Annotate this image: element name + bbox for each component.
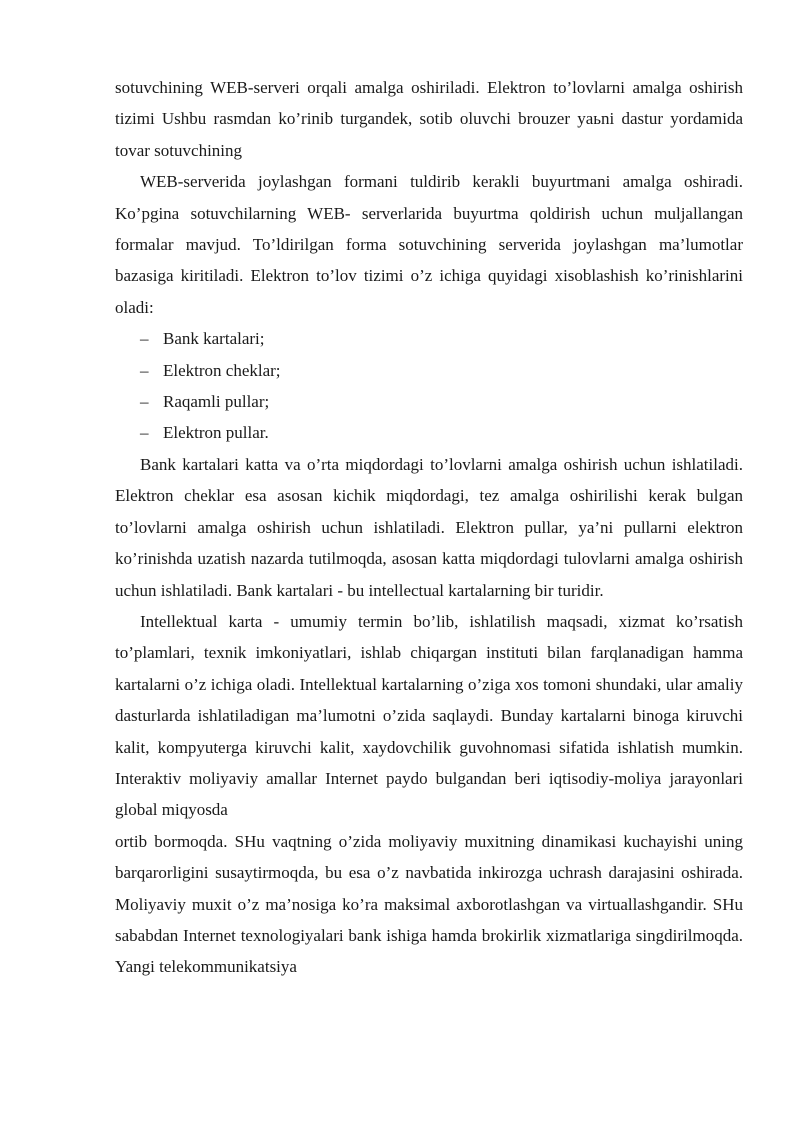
list-bullet: – xyxy=(140,392,149,412)
list-item-label: Elektron cheklar; xyxy=(163,360,281,380)
paragraph-1: sotuvchining WEB-serveri orqali amalga oshiriladi. Elektron to’lovlarni amalga oshirish tizimi Ushbu rasmdan ko’rinib turgandek, sotib oluvchi brouzer yaьni dastur yordamida tovar sotuvchining xyxy=(115,78,743,160)
list-bullet: – xyxy=(140,329,149,349)
list-item xyxy=(115,386,743,417)
list-item-label: Raqamli pullar; xyxy=(163,392,270,412)
list-bullet: – xyxy=(140,360,149,380)
body-text xyxy=(115,72,743,983)
paragraph-4: Intellektual karta - umumiy termin bo’lib, ishlatilish maqsadi, xizmat ko’rsatish to’plamlari, texnik imkoniyatlari, ishlab chiqargan instituti bilan farqlanadigan hamma kartalarni o’z ichiga oladi. Intellektual kartalarning o’ziga xos tomoni shundaki, ular amaliy dasturlarda ishlatiladigan ma’lumotni o’zida saqlaydi. Bunday kartalarni binoga kiruvchi kalit, kompyuterga kiruvchi kalit, xaydovchilik guvohnomasi sifatida ishlatish mumkin. Interaktiv moliyaviy amallar Internet paydo bulgandan beri iqtisodiy-moliya jarayonlari global miqyosda xyxy=(115,611,743,820)
list-item-label: Elektron pullar. xyxy=(163,423,269,443)
paragraph-3: Bank kartalari katta va o’rta miqdordagi to’lovlarni amalga oshirish uchun ishlatiladi. Elektron cheklar esa asosan kichik miqdordagi, tez amalga oshirilishi kerak bulgan to’lovlarni amalga oshirish uchun ishlatiladi. Elektron pullar, ya’ni pullarni elektron ko’rinishda uzatish nazarda tutilmoqda, asosan katta miqdordagi tulovlarni amalga oshirish uchun ishlatiladi. Bank kartalari - bu intellectual kartalarning bir turidir. xyxy=(115,454,743,600)
list-item xyxy=(115,417,743,448)
list-item xyxy=(115,355,743,386)
paragraph-2: WEB-serverida joylashgan formani tuldirib kerakli buyurtmani amalga oshiradi. Ko’pgina sotuvchilarning WEB- serverlarida buyurtma qoldirish uchun muljallangan formalar mavjud. To’ldirilgan forma sotuvchining serverida joylashgan ma’lumotlar bazasiga kiritiladi. Elektron to’lov tizimi o’z ichiga quyidagi xisoblashish ko’rinishlarini oladi: xyxy=(115,172,743,317)
list-bullet: – xyxy=(140,423,149,443)
payment-types-list xyxy=(115,323,743,449)
paragraph-5: ortib bormoqda. SHu vaqtning o’zida moliyaviy muxitning dinamikasi kuchayishi uning barqarorligini susaytirmoqda, bu esa o’z navbatida inkirozga uchrash darajasini oshirada. Moliyaviy muxit o’z ma’nosiga ko’ra maksimal axborotlashgan va virtuallashgandir. SHu sababdan Internet texnologiyalari bank ishiga hamda brokirlik xizmatlariga singdirilmoqda. Yangi telekommunikatsiya xyxy=(115,831,743,977)
list-item-label: Bank kartalari; xyxy=(163,329,265,349)
list-item xyxy=(115,323,743,354)
